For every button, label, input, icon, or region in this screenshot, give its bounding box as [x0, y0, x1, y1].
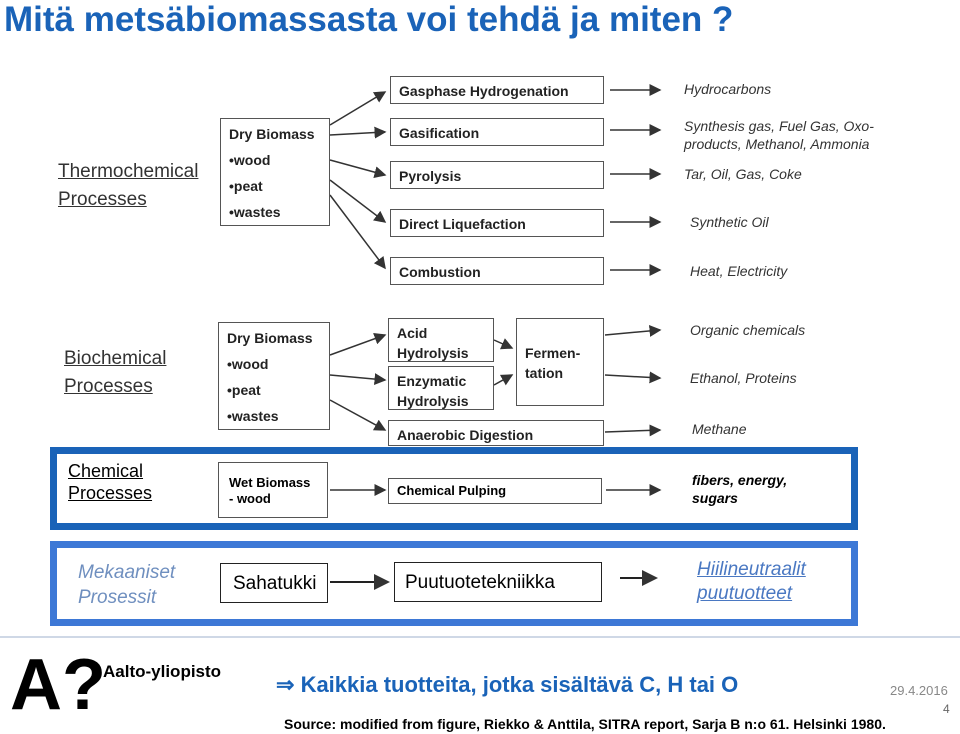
chem-input-line2: - wood: [229, 491, 271, 506]
output-ethanol-proteins: Ethanol, Proteins: [690, 370, 797, 386]
chem-label-line2: Processes: [68, 483, 153, 503]
input-item: •wood: [227, 356, 269, 372]
output-organic-chemicals: Organic chemicals: [690, 322, 806, 338]
step-fermentation: Fermen-tation: [516, 318, 604, 406]
step-direct-liquefaction: Direct Liquefaction: [390, 209, 604, 237]
step-enzymatic-hydrolysis: Enzymatic Hydrolysis: [388, 366, 494, 410]
bio-label-line2: Processes: [64, 376, 153, 397]
step-pyrolysis: Pyrolysis: [390, 161, 604, 189]
input-item: •wastes: [227, 408, 279, 424]
output-synthesis-gas: Synthesis gas, Fuel Gas, Oxo-products, Methanol, Ammonia: [684, 118, 874, 152]
bio-input-box: [218, 322, 330, 430]
output-heat-electricity: Heat, Electricity: [690, 263, 788, 279]
input-item: •peat: [227, 382, 261, 398]
chem-input-line1: Wet Biomass: [229, 475, 311, 490]
mech-label-line2: Prosessit: [78, 587, 157, 608]
output-methane: Methane: [692, 421, 747, 437]
bio-label-line1: Biochemical: [64, 348, 167, 369]
chem-input-box: [218, 462, 328, 518]
step-gasification: Gasification: [390, 118, 604, 146]
input-item: •wastes: [229, 204, 281, 220]
bullet-text: Kaikkia tuotteita, jotka sisältävä C, H tai O: [300, 672, 739, 697]
output-hiilineutraalit: Hiilineutraalit puutuotteet: [697, 559, 806, 604]
aalto-logo-mark: A?: [10, 645, 106, 725]
page-number: 4: [943, 702, 950, 716]
bio-label: [64, 345, 166, 401]
mech-label-line1: Mekaaniset: [78, 562, 176, 583]
chem-label-line1: Chemical: [68, 461, 144, 481]
step-combustion: Combustion: [390, 257, 604, 285]
aalto-logo-name: Aalto-yliopisto: [103, 662, 222, 681]
thermo-fan-arrows: [330, 92, 385, 268]
output-fibers-energy-sugars: fibers, energy, sugars: [692, 472, 788, 506]
input-item: Dry Biomass: [229, 126, 315, 142]
footer-divider: [0, 636, 960, 638]
output-tar-oil: Tar, Oil, Gas, Coke: [684, 166, 802, 182]
output-synthetic-oil: Synthetic Oil: [690, 214, 769, 230]
page-title: Mitä metsäbiomassasta voi tehdä ja miten ?: [4, 0, 734, 39]
source-citation: Source: modified from figure, Riekko & Anttila, SITRA report, Sarja B n:o 61. Helsinki 1980.: [284, 716, 886, 732]
step-puutuotetekniikka: Puutuotetekniikka: [394, 562, 602, 602]
thermo-label: [58, 158, 198, 214]
input-item: •wood: [229, 152, 271, 168]
bullet-line: [276, 672, 738, 698]
slide-date: 29.4.2016: [890, 683, 948, 698]
step-anaerobic-digestion: Anaerobic Digestion: [388, 420, 604, 446]
implies-arrow-icon: ⇒: [276, 672, 295, 697]
thermo-input-box: [220, 118, 330, 226]
chem-label: [68, 460, 152, 504]
thermo-label-line2: Processes: [58, 189, 147, 210]
mech-input-sahatukki: Sahatukki: [220, 563, 328, 603]
step-acid-hydrolysis: Acid Hydrolysis: [388, 318, 494, 362]
step-chemical-pulping: Chemical Pulping: [388, 478, 602, 504]
thermo-output-arrows: [610, 90, 660, 270]
input-item: •peat: [229, 178, 263, 194]
input-item: Dry Biomass: [227, 330, 313, 346]
step-gasphase-hydrogenation: Gasphase Hydrogenation: [390, 76, 604, 104]
thermo-label-line1: Thermochemical: [58, 161, 199, 182]
mech-label: [78, 560, 175, 610]
output-hydrocarbons: Hydrocarbons: [684, 81, 772, 97]
bio-arrows: [330, 330, 660, 432]
